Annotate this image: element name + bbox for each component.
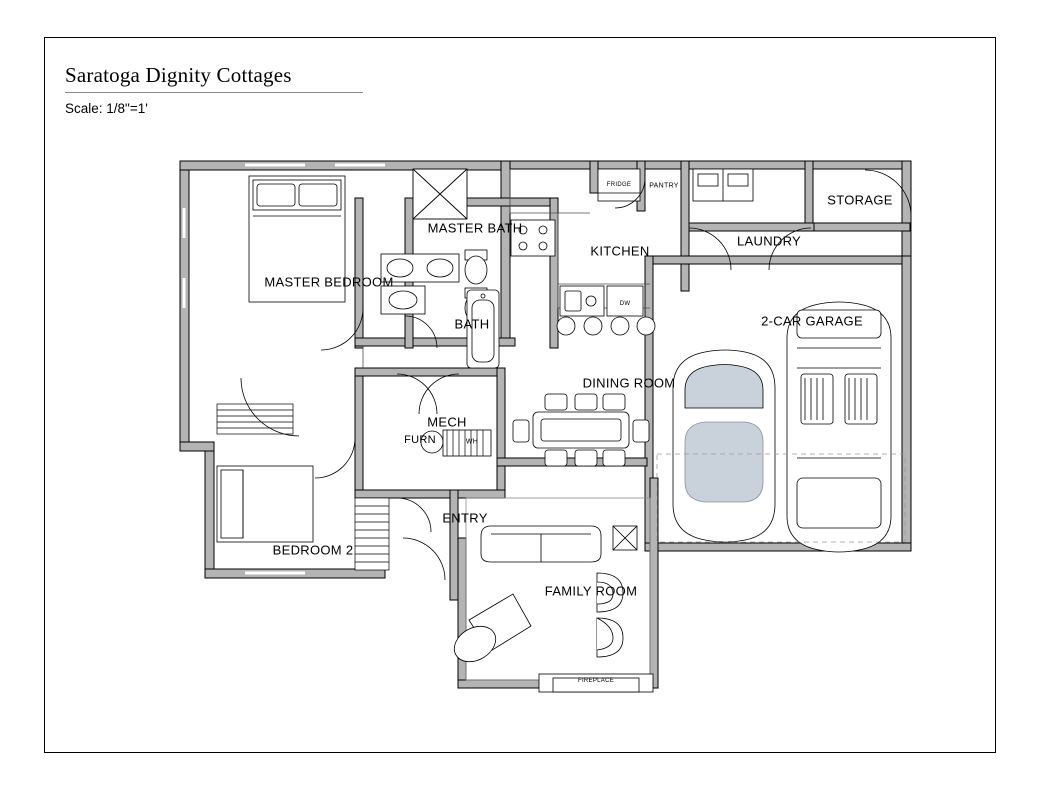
dining-set <box>513 394 649 466</box>
room-label-water-heater: WH <box>465 438 479 446</box>
bed-bedroom2 <box>217 466 313 542</box>
car-right <box>787 302 891 552</box>
car-left <box>673 350 775 542</box>
room-label-master-bedroom: MASTER BEDROOM <box>264 274 394 290</box>
shower-master <box>413 169 467 219</box>
room-label-bath: BATH <box>454 316 490 332</box>
page-title: Saratoga Dignity Cottages <box>65 63 292 87</box>
room-label-kitchen: KITCHEN <box>590 243 650 259</box>
room-label-dishwasher: DW <box>619 301 631 307</box>
room-label-garage: 2-CAR GARAGE <box>761 313 863 329</box>
room-label-storage: STORAGE <box>827 192 893 208</box>
room-label-mech: MECH <box>427 414 467 430</box>
room-label-fridge: FRIDGE <box>606 182 632 188</box>
laundry-fixtures <box>693 169 753 201</box>
fixture-group <box>381 250 499 368</box>
room-label-bedroom-2: BEDROOM 2 <box>272 542 354 558</box>
family-room-furniture <box>448 526 653 692</box>
drawing-sheet <box>44 37 996 753</box>
room-label-family-room: FAMILY ROOM <box>544 583 638 599</box>
floor-plan-drawing <box>45 38 997 754</box>
scale-note: Scale: 1/8"=1' <box>65 101 148 116</box>
room-label-entry: ENTRY <box>442 510 488 526</box>
room-label-furnace: FURN <box>404 434 436 446</box>
room-label-dining-room: DINING ROOM <box>582 375 676 391</box>
room-label-master-bath: MASTER BATH <box>427 220 523 236</box>
room-label-pantry: PANTRY <box>649 182 679 190</box>
room-label-laundry: LAUNDRY <box>737 233 801 249</box>
room-label-fireplace: FIREPLACE <box>577 678 615 684</box>
